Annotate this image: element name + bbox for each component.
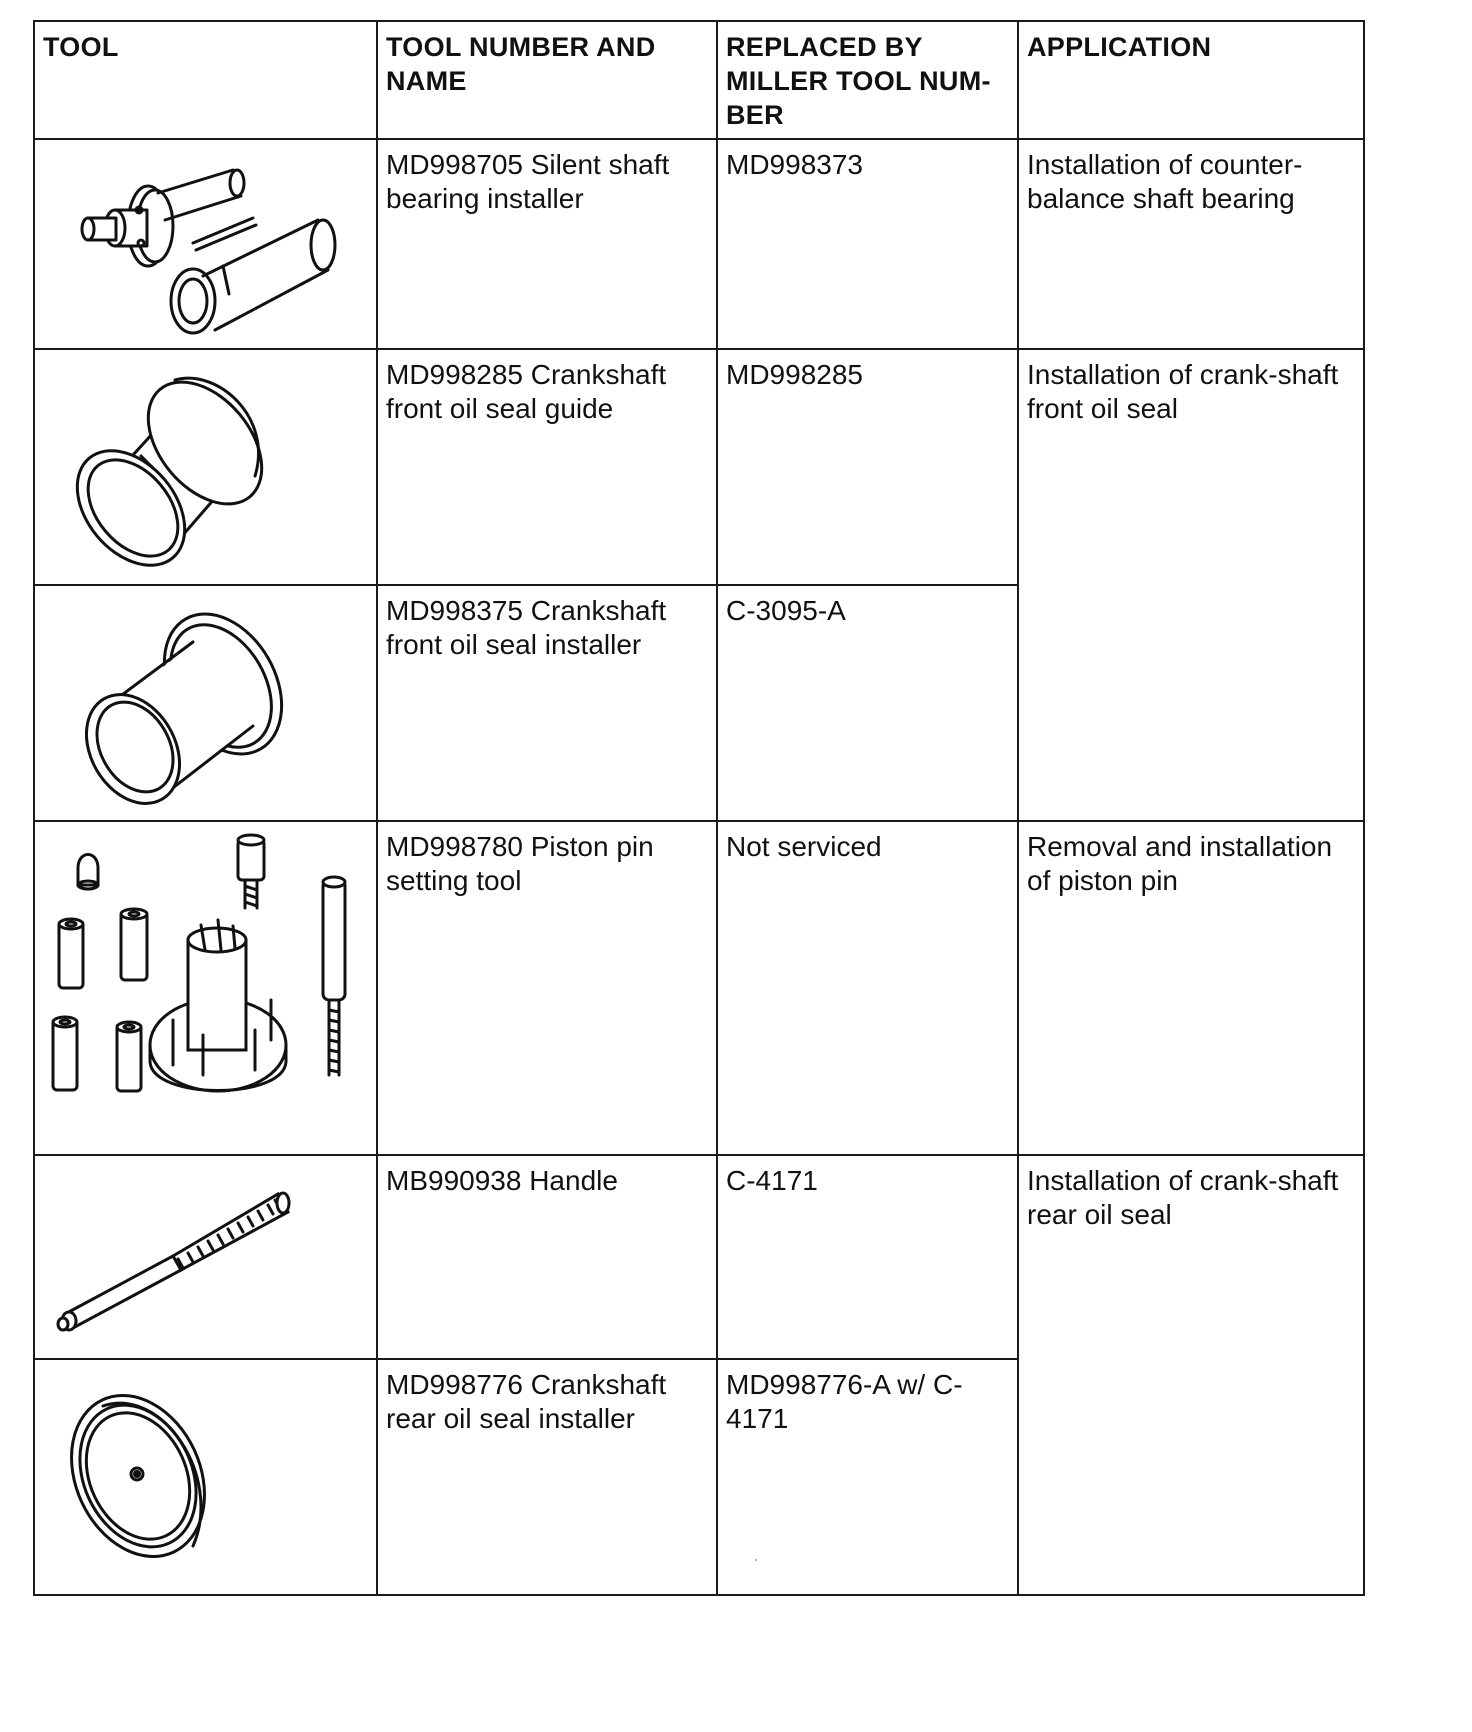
application-cell: Installation of counter-balance shaft bearing <box>1018 139 1364 349</box>
table-row <box>34 1155 1364 1359</box>
rear-oil-seal-installer-icon <box>43 1368 377 1588</box>
application-cell: Installation of crank-shaft front oil seal <box>1018 349 1364 821</box>
tool-name-cell: MD998776 Crankshaft rear oil seal installer <box>377 1359 717 1595</box>
replaced-by-cell: MD998285 <box>717 349 1018 585</box>
tool-image-cell <box>34 1155 377 1359</box>
header-replaced-by: REPLACED BY MILLER TOOL NUM-BER <box>717 21 1018 139</box>
replaced-by-cell: MD998776-A w/ C-4171 <box>717 1359 1018 1595</box>
tool-image-cell <box>34 139 377 349</box>
table-row <box>34 349 1364 585</box>
application-cell: Removal and installation of piston pin <box>1018 821 1364 1155</box>
replaced-by-cell: C-4171 <box>717 1155 1018 1359</box>
header-row <box>34 21 1364 139</box>
tool-name-cell: MD998285 Crankshaft front oil seal guide <box>377 349 717 585</box>
replaced-by-cell: C-3095-A <box>717 585 1018 821</box>
tool-image-cell <box>34 1359 377 1595</box>
header-tool-number-name: TOOL NUMBER AND NAME <box>377 21 717 139</box>
special-tools-table <box>33 20 1365 1596</box>
tool-image-cell <box>34 349 377 585</box>
tool-name-cell: MB990938 Handle <box>377 1155 717 1359</box>
piston-pin-setting-tool-icon <box>43 830 377 1148</box>
tool-name-cell: MD998375 Crankshaft front oil seal installer <box>377 585 717 821</box>
tool-image-cell <box>34 821 377 1155</box>
handle-icon <box>43 1164 377 1352</box>
replaced-by-cell: MD998373 <box>717 139 1018 349</box>
header-application: APPLICATION <box>1018 21 1364 139</box>
header-tool: TOOL <box>34 21 377 139</box>
application-cell: Installation of crank-shaft rear oil seal <box>1018 1155 1364 1595</box>
table-row <box>34 821 1364 1155</box>
silent-shaft-bearing-installer-icon <box>43 148 377 342</box>
scan-speck <box>755 1559 757 1561</box>
tool-name-cell: MD998780 Piston pin setting tool <box>377 821 717 1155</box>
oil-seal-guide-icon <box>43 358 377 578</box>
tool-name-cell: MD998705 Silent shaft bearing installer <box>377 139 717 349</box>
tool-image-cell <box>34 585 377 821</box>
table-row <box>34 139 1364 349</box>
oil-seal-installer-icon <box>43 594 377 814</box>
replaced-by-cell: Not serviced <box>717 821 1018 1155</box>
